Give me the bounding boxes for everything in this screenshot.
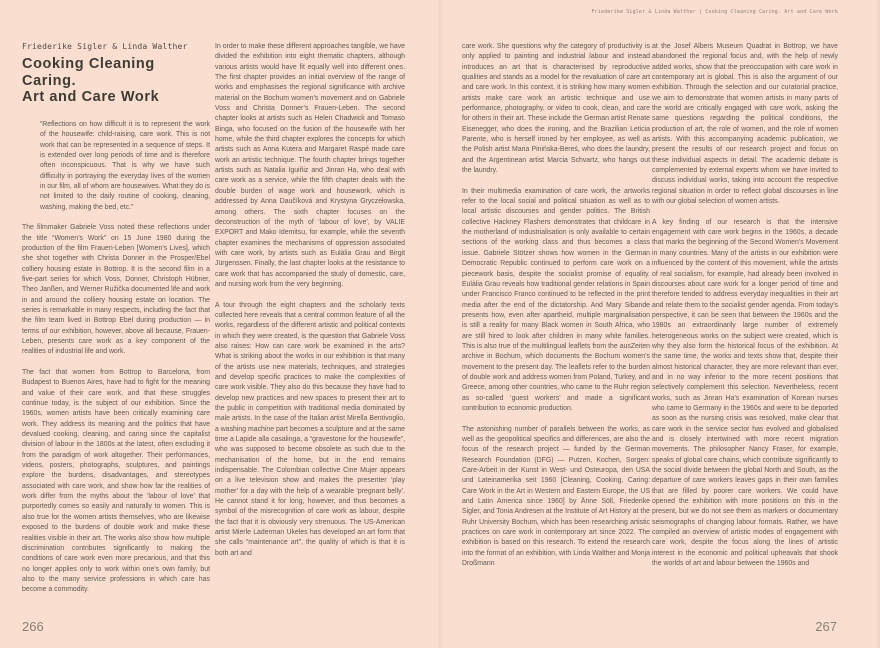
body-paragraph: A tour through the eight chapters and the scholarly texts collected here reveals that a central common feature of all the works, regardless of the different artistic and political contexts in which they were created, is the question that Gabriele Voss also raises: How can care work be examined in the arts? What is striking about the works in our exhibition is that many of the artists use new materials, techniques, and strategies and develop specific practices to make the complexities of care work visible. They also do this because they have had to develop new practices and new spaces to present their art to the public in competition with traditional media dominated by male artists. In the case of the Italian artist Mirella Bentivoglio, a washing machine part becomes a sculpture and at the same time a Lapide alla casalinga, a “gravestone for the housewife”, who was supposed to become obsolete as such due to the mechanisation of the home, but in the end remains indispensable. The Colombian collective Cine Mujer appears on a live television show and makes the presenter ‘play mother’ for a day with the help of a wearable ‘pregnant belly’. He cannot stand it for long, however, and thus becomes a symbol of the misrecognition of care work as labour, despite the fact that it is obviously very strenuous. The US-American artist Mierle Laderman Ukeles has developed an art form that she calls “maintenance art”, the quality of which is that it is both art and	[215, 301, 405, 557]
page-edge-shadow	[875, 0, 880, 648]
body-paragraph: at the Josef Albers Museum Quadrat in Bottrop, we have abandoned the regional focus and, with the help of newly added works, show that the preoccupation with care work in contemporary art is global. This is also the argument of our exhibition. Through the selection and our curatorial practice, we aim to demonstrate that women artists in many parts of the world are critically engaged with care work, asking the same questions regarding the political conditions, the production of art, the role of women, and the role of women artists. With this accompanying academic publication, we present the results of our research project and focus on these individual aspects in detail. The academic debate is complemented by external experts whom we have invited to discuss individual works, taking into account the respective regional situation in order to reflect global discourses in line with our global selection of women artists.	[652, 43, 838, 206]
page-number-right: 267	[815, 619, 837, 634]
body-paragraph: The filmmaker Gabriele Voss noted these reflections under the title “Women’s Work” on 15 June 1980 during the production of the film Frauen-Leben [Women’s Lives], which she shot together with Christa Donner in the Prosper/Ebel colliery housing estate in Bottrop. It is the second film in a five-part series for which Voss, Donner, Christoph Hübner, Theo Janßen, and Werner Ružička documented life and work in and around the colliery housing estate on location. The series is remarkable in many respects, including the fact that the film team lived in Bottrop Ebel during production — in terms of our exhibition, however, above all because, Frauen-Leben, presents care work as a key component of the realities of industrial life and work.	[22, 224, 210, 356]
opening-quote: “Reflections on how difficult it is to represent the work of the housewife: child-raising, care work. This is not work that can be represented in a sequence of steps. It is extended over long periods of time and is therefore often inconspicuous. That is why we have such difficulty in portraying the everyday lives of the women in our film, all of whom are housewives. What they do is not limited to the daily routine of cooking, cleaning, washing, making the bed, etc.”	[40, 120, 210, 211]
body-paragraph: care work. She questions why the category of productivity is only applied to painting and industrial labour and instead introduces an art that is characterised by reproductive qualities and stands as a model for the revaluation of care art and care work. In this context, it is striking how many women artists make care work an artistic technique and use performance, photography, or video to cook, clean, and care for others in their art. These include the German artist Renate Eisenegger, who does the ironing, and the Brazilian Leticia Parente, who is herself ironed by her employee, as well as the Polish artist Maria Pinińska-Bereś, who does the laundry, and the Argentinean artist Marcia Schvartz, who hangs out the laundry.	[462, 43, 650, 175]
left-page-column-2	[215, 42, 405, 569]
running-header: Friederike Sigler & Linda Walther | Cooking Cleaning Caring. Art and Care Work	[591, 9, 838, 15]
body-paragraph: The astonishing number of parallels between the works, as well as the geopolitical specifics and differences, are also the focus of the research project — funded by the German Research Foundation (DFG) — Putzen, Kochen, Sorgen: Care-Arbeit in der Kunst in West- und Osteuropa, den USA und Lateinamerika seit 1960 [Cleaning, Cooking, Caring: Care Work in the Art in Western and Eastern Europe, the US and Latin America since 1960] by Änne Söll, Friederike Sigler, and Tonia Andresen at the Institute of Art History at the Ruhr University Bochum, which has been researching artistic practices on care work in contemporary art since 2022. The exhibition is based on this research. To extend the research into the format of an exhibition, with Linda Walther and Monja Droßmann	[462, 425, 650, 568]
essay-title-line-2: Art and Care Work	[22, 89, 160, 106]
page-gutter	[437, 0, 443, 648]
right-page-column-2	[652, 42, 838, 580]
body-paragraph: A key finding of our research is that the intensive engagement with care work begins in the 1960s, a decade that marks the beginning of the Second Women’s Movement in many countries. Many of the artists in our exhibition were influenced by the content of this movement, while the artists of real socialism, for example, had already been involved in discourses about care work for a longer period of time and therefore tended to address everyday inequalities in their art and relate them to the socialist gender agenda. From today’s perspective, it can be seen that between the 1960s and the 1980s an extraordinarily large number of extremely heterogeneous works on the subject were created, which is why they also form the historical focus of the exhibition. At the same time, the works and texts show that, despite their almost historical character, they are more relevant than ever, and in no way inferior to the more recent positions that selectively complement this selection. Nevertheless, recent works, such as Jinran Ha’s examination of Korean nurses who came to Germany in the 1960s and were to be deported as soon as the nursing crisis was resolved, make clear that care work in the service sector has evolved and globalised and is closely intertwined with more recent migration movements. The philosopher Nancy Fraser, for example, speaks of global care chains, which contribute significantly to the social divide between the global North and South, as the departure of care workers leaves gaps in their own families that are filled by poorer care workers. We could have opened the exhibition with more positions on this in the present, but we do not see them as markers or documentary seismographs of changing labour formats. Rather, we have compiled an overview of artistic modes of engagement with care work, despite the focus along the lines of artistic interest in the economic and political upheavals that shook the worlds of art and labour between the 1960s and	[652, 218, 838, 568]
essay-title	[22, 56, 210, 106]
essay-title-line-1: Cooking Cleaning Caring.	[22, 56, 155, 89]
right-page-column-1	[462, 42, 650, 580]
author-line: Friederike Sigler & Linda Walther	[22, 42, 188, 51]
body-paragraph: In their multimedia examination of care work, the artworks refer to the local social and political situation as well as to local artistic discourses and gender politics. The British collective Hackney Flashers demonstrates that childcare in the motherland of industrialisation is only available to certain sections of the working class and thus becomes a class issue. Gabriele Stötzer shows how women in the German Democratic Republic continued to perform care work on a piecework basis, despite the socialist promise of equality. Eulàlia Grau reveals how traditional gender relations in Spain under Francisco Franco continued to be reflected in the print media after the end of the dictatorship. And Mary Sibande presents how, even after apartheid, multiple marginalisation is still a reality for many Black women in South Africa, who are still hired to look after children in many white families. This is also true of the multilingual leaflets from the ausZeiten archive in Bochum, which documents the Bochum women’s movement to the present day. The leaflets refer to the burden of double work and address women from Poland, Turkey, and Greece, among other countries, who came to the Ruhr region as so-called ‘guest workers’ and made a significant contribution to economic production.	[462, 187, 650, 412]
body-paragraph: In order to make these different approaches tangible, we have divided the exhibition into eight thematic chapters, although various artists would have fit equally well into different ones. The first chapter provides an initial overview of the range of works and emphasises the regional significance with archive material on the Bochum women’s movement and on Gabriele Voss and Christa Donner’s Frauen-Leben. The second chapter looks at artists such as Helen Chadwick and Tomaso Binga, who focused on the fusion of the housewife with her home, while the third chapter explores the concepts for which artists such as Anna Kutera and Margaret Raspé made care work an artistic technique. The fourth chapter brings together artists such as Natalia Iguiñiz and Jinran Ha, who deal with care work as a service, while the fifth chapter deals with the double burden of wage work and housework, which is addressed by Anna Daučíková and Krystyna Gryczełowska, among others. The sixth chapter focuses on the deconstruction of the myth of ‘labour of love’, by VALIE EXPORT and Mako Idemitsu, for example, while the seventh chapter examines the mechanisms of oppression associated with care work, by artists such as Eulàlia Grau and Birgit Jürgenssen. Finally, the last chapter looks at the resistance to care work that has accompanied the study of domestic, care, and nursing work from the very beginning.	[215, 43, 405, 288]
page-number-left: 266	[22, 619, 44, 634]
body-paragraph: The fact that women from Bottrop to Barcelona, from Budapest to Buenos Aires, have had to fight for the meaning and value of their care work, and that these struggles continue today, is the subject of our exhibition. Since the 1960s, women artists have been critically examining care work. They address its meaning and the politics that have devalued cooking, cleaning, and caring since the capitalist division of labour in the 1800s at the latest, often excluding it from the paradigm of work altogether. Their performances, videos, posters, photographs, sculptures, and paintings explore the burdens, disadvantages, and stereotypes associated with care work, and show how far the realities of work differ from the myths about the ‘labour of love’ that purportedly comes so easily and naturally to women. This is also true for the women artists themselves, who are likewise exposed to the burdens of double work and make these realities visible in their art. The works also show how multiple discrimination contributes significantly to making the conditions of care work even more precarious, and that this no longer applies only to work within one’s own family, but also to the many service professions in which care has become a commodity.	[22, 369, 210, 594]
left-page-column-1	[22, 42, 210, 606]
